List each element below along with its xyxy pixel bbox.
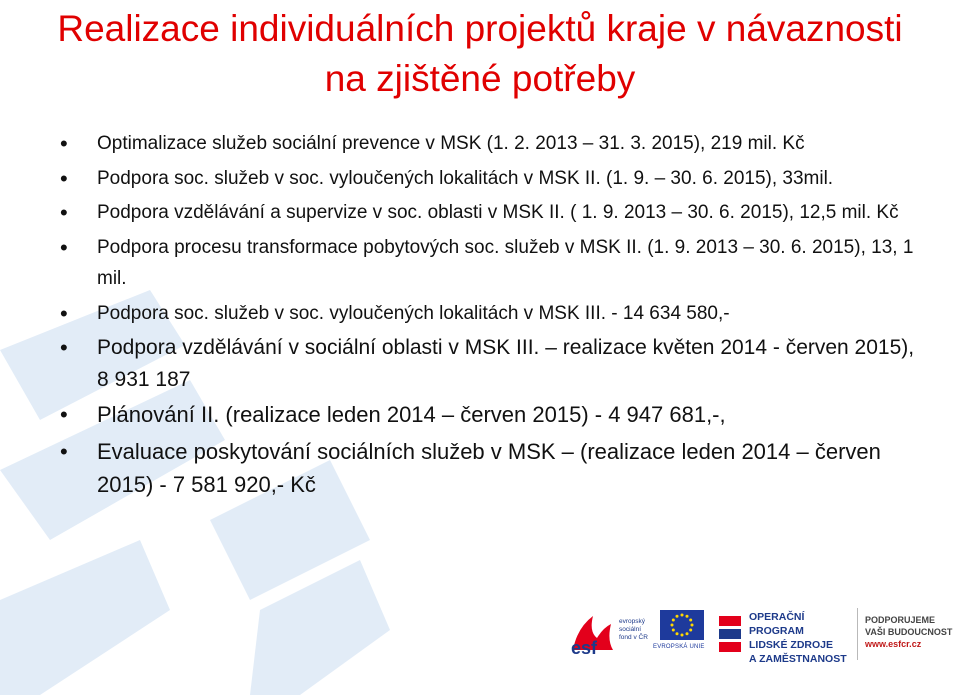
list-item-text: Plánování II. (realizace leden 2014 – červen 2015) - 4 947 681,-, — [97, 402, 726, 427]
op-lzz-mark-icon — [717, 612, 745, 656]
list-item-text: Evaluace poskytování sociálních služeb v MSK – (realizace leden 2014 – červen 2015) - 7 581 920,- Kč — [97, 439, 881, 497]
slogan-line: VAŠI BUDOUCNOST — [865, 627, 953, 637]
eu-stars-icon — [660, 610, 704, 640]
list-item — [60, 332, 920, 396]
slogan — [865, 614, 952, 650]
logo-divider — [857, 608, 858, 660]
bullet-dot-icon: • — [60, 200, 68, 225]
op-line: OPERAČNÍ PROGRAM — [749, 611, 805, 637]
list-item-text: Podpora soc. služeb v soc. vyloučených lokalitách v MSK III. - 14 634 580,- — [97, 302, 730, 324]
bullet-dot-icon: • — [60, 165, 68, 191]
list-item — [60, 128, 920, 160]
bullet-dot-icon: • — [60, 439, 68, 464]
list-item-text: Podpora soc. služeb v soc. vyloučených lokalitách v MSK II. (1. 9. – 30. 6. 2015), 33mil. — [97, 167, 834, 189]
op-line: LIDSKÉ ZDROJE — [749, 639, 834, 651]
list-item — [60, 298, 920, 330]
list-item — [60, 163, 920, 195]
esf-mark-text: esf — [571, 638, 598, 656]
bullet-dot-icon: • — [60, 234, 68, 260]
op-lzz-logo — [717, 606, 862, 665]
eu-caption: EVROPSKÁ UNIE — [653, 644, 705, 650]
esf-caption-line: fond v ČR — [619, 634, 648, 641]
list-item-text: Podpora procesu transformace pobytových soc. služeb v MSK II. (1. 9. 2013 – 30. 6. 2015), 13, 1 mil. — [97, 236, 914, 289]
bullet-dot-icon: • — [60, 402, 68, 427]
list-item-text: Podpora vzdělávání v sociální oblasti v MSK III. – realizace květen 2014 - červen 2015), 8 931 187 — [97, 336, 915, 391]
bullet-dot-icon: • — [60, 131, 68, 156]
slogan-line: PODPORUJEME — [865, 615, 936, 625]
eu-flag-icon — [660, 610, 704, 640]
list-item-text: Podpora vzdělávání a supervize v soc. oblasti v MSK II. ( 1. 9. 2013 – 30. 6. 2015), 12,5 mil. Kč — [97, 202, 899, 223]
list-item — [60, 398, 920, 431]
op-line: A ZAMĚSTNANOST — [749, 653, 847, 665]
logo-bar — [567, 606, 960, 666]
page-title: Realizace individuálních projektů kraje v návaznosti na zjištěné potřeby — [57, 8, 903, 99]
list-item — [60, 197, 920, 229]
bullet-dot-icon: • — [60, 335, 68, 360]
list-item-text: Optimalizace služeb sociální prevence v MSK (1. 2. 2013 – 31. 3. 2015), 219 mil. Kč — [97, 133, 805, 154]
bullet-list — [60, 128, 920, 505]
list-item — [60, 232, 920, 295]
op-lzz-text — [749, 610, 862, 666]
esf-caption-line: sociální — [619, 626, 642, 633]
bullet-dot-icon: • — [60, 300, 68, 326]
esf-caption — [619, 618, 648, 642]
esf-caption-line: evropský — [619, 618, 646, 625]
list-item — [60, 435, 920, 501]
website-link[interactable]: www.esfcr.cz — [865, 639, 922, 649]
esf-flame-icon — [567, 610, 619, 656]
